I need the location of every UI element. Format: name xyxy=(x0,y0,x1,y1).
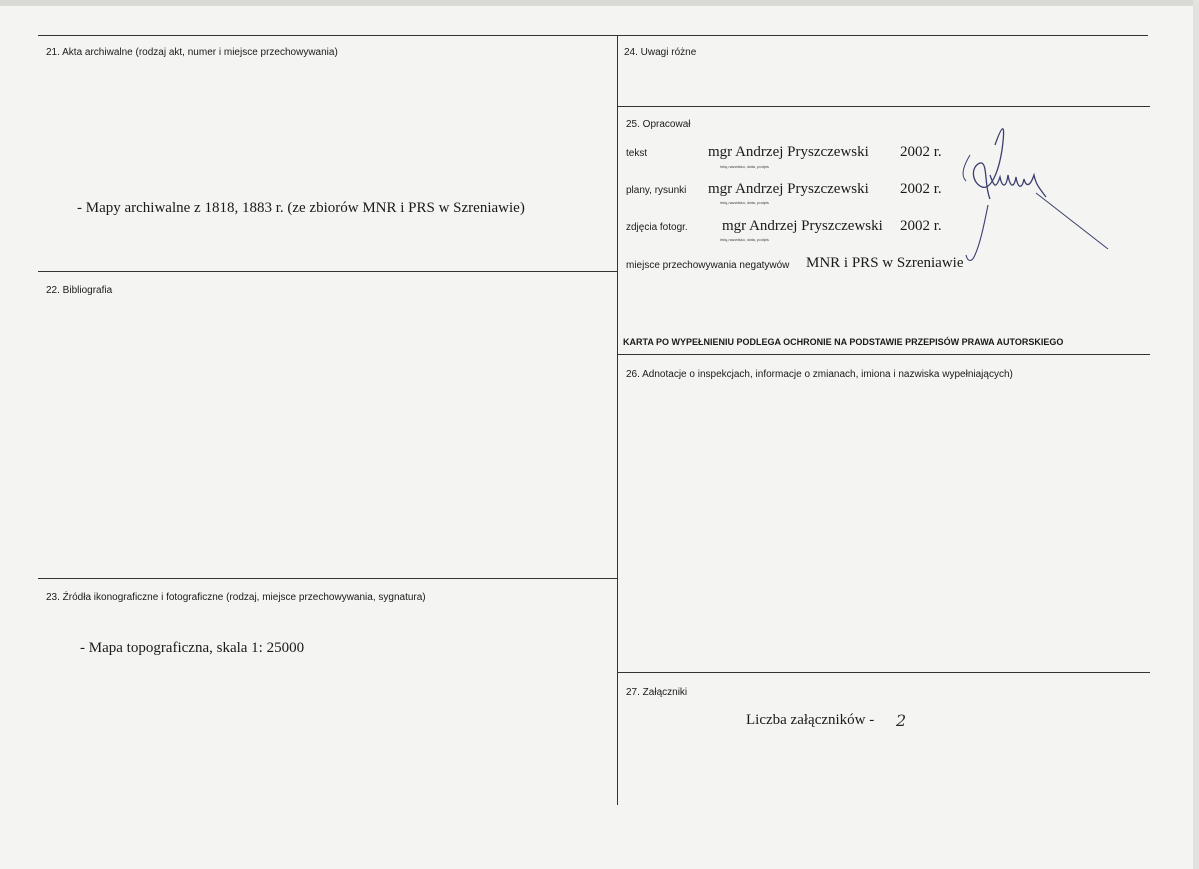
author-year: 2002 r. xyxy=(900,144,942,160)
section-24-title: 24. Uwagi różne xyxy=(624,47,697,58)
attachments-label: Liczba załączników - xyxy=(746,712,875,728)
rule-21-22 xyxy=(38,271,617,272)
attachments-count: 2 xyxy=(896,711,907,730)
section-22-title: 22. Bibliografia xyxy=(46,285,113,296)
top-rule xyxy=(38,35,1148,36)
center-divider xyxy=(617,35,618,805)
author-row-label: plany, rysunki xyxy=(626,185,687,196)
handwritten-signature xyxy=(950,115,1120,265)
negatives-value: MNR i PRS w Szreniawie xyxy=(806,255,964,271)
author-name: mgr Andrzej Pryszczewski xyxy=(708,181,869,197)
section-25-title: 25. Opracował xyxy=(626,119,691,130)
author-name: mgr Andrzej Pryszczewski xyxy=(722,218,883,234)
section-23-item: - Mapa topograficzna, skala 1: 25000 xyxy=(80,640,305,656)
author-hint: imię,nazwisko, data, podpis xyxy=(720,200,769,205)
section-21-title: 21. Akta archiwalne (rodzaj akt, numer i miejsce przechowywania) xyxy=(46,47,338,58)
author-hint: imię,nazwisko, data, podpis xyxy=(720,237,769,242)
copyright-notice: KARTA PO WYPEŁNIENIU PODLEGA OCHRONIE NA PODSTAWIE PRZEPISÓW PRAWA AUTORSKIEGO xyxy=(623,337,1064,347)
scan-edge-right xyxy=(1193,0,1199,869)
author-hint: imię,nazwisko, data, podpis xyxy=(720,164,769,169)
section-23-title: 23. Źródła ikonograficzne i fotograficzne (rodzaj, miejsce przechowywania, sygnatura) xyxy=(46,592,426,603)
author-year: 2002 r. xyxy=(900,181,942,197)
author-name: mgr Andrzej Pryszczewski xyxy=(708,144,869,160)
author-row-label: zdjęcia fotogr. xyxy=(626,222,688,233)
rule-26-27 xyxy=(617,672,1150,673)
section-21-item: - Mapy archiwalne z 1818, 1883 r. (ze zbiorów MNR i PRS w Szreniawie) xyxy=(77,200,525,216)
section-27-title: 27. Załączniki xyxy=(626,687,688,698)
author-year: 2002 r. xyxy=(900,218,942,234)
rule-22-23 xyxy=(38,578,617,579)
author-row-label: tekst xyxy=(626,148,648,159)
rule-24-25 xyxy=(617,106,1150,107)
scan-edge-top xyxy=(0,0,1199,6)
rule-25-26 xyxy=(617,354,1150,355)
negatives-label: miejsce przechowywania negatywów xyxy=(626,260,790,271)
section-26-title: 26. Adnotacje o inspekcjach, informacje o zmianach, imiona i nazwiska wypełniających) xyxy=(626,369,1013,380)
